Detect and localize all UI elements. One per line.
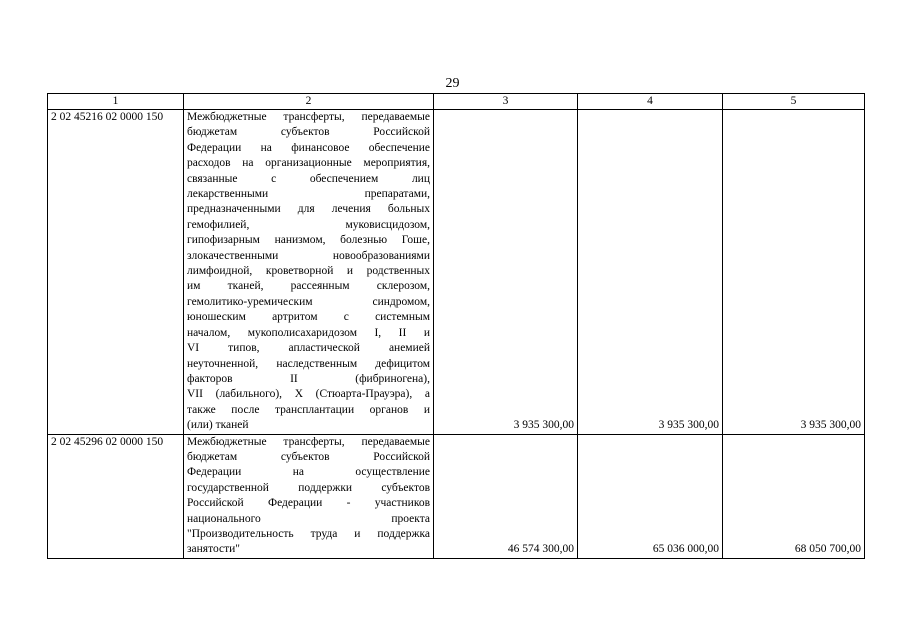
amount-cell: 3 935 300,00	[578, 110, 723, 435]
description-line: также после трансплантации органов и	[187, 403, 430, 416]
description-line: злокачественными новообразованиями	[187, 249, 430, 262]
header-cell: 3	[434, 94, 578, 110]
page-number: 29	[445, 76, 460, 91]
header-cell: 1	[48, 94, 184, 110]
budget-code: 2 02 45296 02 0000 150	[48, 434, 184, 558]
description-line: предназначенными для лечения больных	[187, 203, 430, 216]
description-line: гемофилией, муковисцидозом,	[187, 218, 430, 231]
description-line: занятости"	[187, 543, 240, 556]
table-row	[48, 110, 865, 435]
description-line: Межбюджетные трансферты, передаваемые	[187, 111, 430, 123]
amount-cell: 3 935 300,00	[434, 110, 578, 435]
description-line: государственной поддержки субъектов	[187, 481, 430, 494]
description-line: гипофизарным нанизмом, болезнью Гоше,	[187, 234, 430, 247]
amount-cell: 3 935 300,00	[723, 110, 865, 435]
description-line: лимфоидной, кроветворной и родственных	[187, 265, 430, 278]
budget-code: 2 02 45216 02 0000 150	[48, 110, 184, 435]
description-line: VII (лабильного), X (Стюарта-Прауэра), а	[187, 388, 430, 401]
description-line: "Производительность труда и поддержка	[187, 527, 430, 540]
description-line: гемолитико-уремическим синдромом,	[187, 295, 430, 308]
description-line: Российской Федерации - участников	[187, 497, 430, 510]
header-cell: 5	[723, 94, 865, 110]
budget-table	[47, 93, 865, 559]
amount-cell: 46 574 300,00	[434, 434, 578, 558]
description-line: бюджетам субъектов Российской	[187, 450, 430, 463]
description	[184, 110, 434, 435]
description-line: Федерации на осуществление	[187, 466, 430, 479]
description-line: лекарственными препаратами,	[187, 188, 430, 201]
description-line: юношеским артритом с системным	[187, 311, 430, 324]
description-line: (или) тканей	[187, 419, 249, 432]
description-line: неуточненной, наследственным дефицитом	[187, 357, 430, 370]
header-cell: 4	[578, 94, 723, 110]
table-row	[48, 434, 865, 558]
description-line: бюджетам субъектов Российской	[187, 126, 430, 139]
amount-cell: 65 036 000,00	[578, 434, 723, 558]
description-line: Межбюджетные трансферты, передаваемые	[187, 435, 430, 448]
header-row	[48, 94, 865, 110]
description-line: VI типов, апластической анемией	[187, 342, 430, 355]
header-cell: 2	[184, 94, 434, 110]
description-line: факторов II (фибриногена),	[187, 372, 430, 385]
description	[184, 434, 434, 558]
amount-cell: 68 050 700,00	[723, 434, 865, 558]
description-line: Федерации на финансовое обеспечение	[187, 141, 430, 154]
description-line: национального проекта	[187, 512, 430, 525]
description-line: им тканей, рассеянным склерозом,	[187, 280, 430, 293]
description-line: расходов на организационные мероприятия,	[187, 157, 430, 170]
description-line: связанные с обеспечением лиц	[187, 172, 430, 185]
description-line: началом, мукополисахаридозом I, II и	[187, 326, 430, 339]
